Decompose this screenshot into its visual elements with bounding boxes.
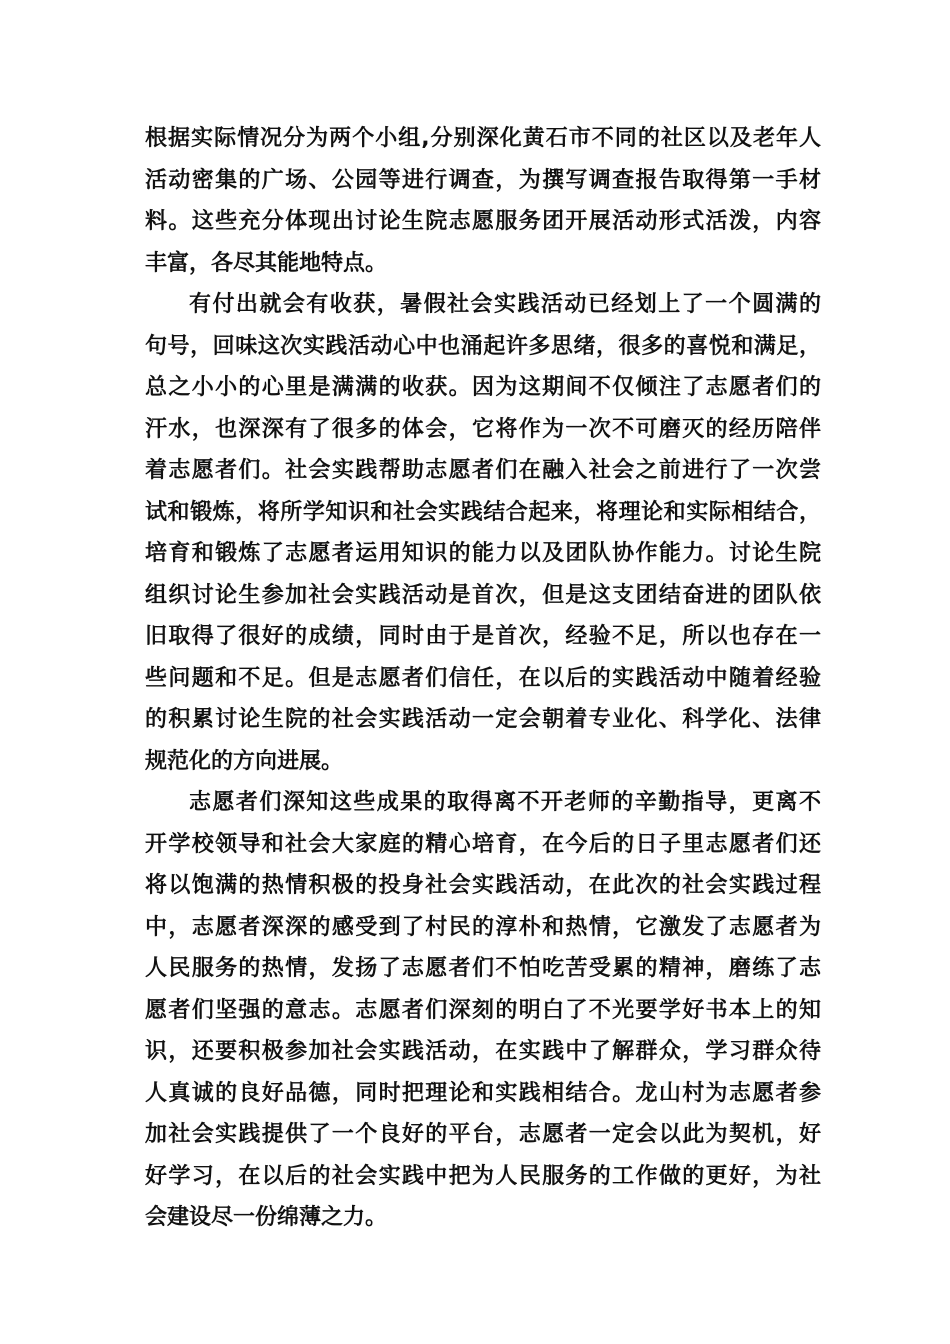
paragraph [145, 782, 821, 1239]
paragraph-line: 的积累讨论生院的社会实践活动一定会朝着专业化、科学化、法律 [145, 707, 821, 732]
paragraph-line: 好学习，在以后的社会实践中把为人民服务的工作做的更好，为社 [145, 1163, 821, 1189]
paragraph-line: 规范化的方向进展。 [145, 748, 344, 774]
paragraph-line: 汗水，也深深有了很多的体会，它将作为一次不可磨灭的经历陪伴 [145, 416, 821, 442]
document-body [145, 118, 821, 1239]
paragraph-line: 识，还要积极参加社会实践活动，在实践中了解群众，学习群众待 [145, 1039, 821, 1064]
paragraph-line: 些问题和不足。但是志愿者们信任，在以后的实践活动中随着经验 [145, 665, 821, 691]
paragraph-line: 料。这些充分体现出讨论生院志愿服务团开展活动形式活泼，内容 [145, 209, 821, 234]
paragraph-line: 有付出就会有收获，暑假社会实践活动已经划上了一个圆满的 [189, 292, 821, 317]
paragraph-line: 着志愿者们。社会实践帮助志愿者们在融入社会之前进行了一次尝 [145, 458, 821, 483]
paragraph-line: 愿者们坚强的意志。志愿者们深刻的明白了不光要学好书本上的知 [145, 997, 821, 1023]
paragraph-line: 开学校领导和社会大家庭的精心培育，在今后的日子里志愿者们还 [145, 831, 821, 857]
paragraph-line: 总之小小的心里是满满的收获。因为这期间不仅倾注了志愿者们的 [145, 375, 821, 400]
paragraph-line: 培育和锻炼了志愿者运用知识的能力以及团队协作能力。讨论生院 [145, 541, 821, 566]
paragraph [145, 284, 821, 782]
paragraph-line: 会建设尽一份绵薄之力。 [145, 1205, 388, 1230]
paragraph-line: 句号，回味这次实践活动心中也涌起许多思绪，很多的喜悦和满足， [145, 333, 821, 359]
paragraph [145, 118, 821, 284]
paragraph-line: 中，志愿者深深的感受到了村民的淳朴和热情，它激发了志愿者为 [145, 914, 821, 940]
paragraph-line: 组织讨论生参加社会实践活动是首次，但是这支团结奋进的团队依 [145, 582, 821, 608]
paragraph-line: 试和锻炼，将所学知识和社会实践结合起来，将理论和实际相结合， [145, 499, 821, 525]
paragraph-line: 志愿者们深知这些成果的取得离不开老师的辛勤指导，更离不 [189, 790, 821, 815]
paragraph-line: 人民服务的热情，发扬了志愿者们不怕吃苦受累的精神，磨练了志 [145, 956, 821, 981]
paragraph-line: 人真诚的良好品德，同时把理论和实践相结合。龙山村为志愿者参 [145, 1080, 821, 1106]
paragraph-line: 丰富，各尽其能地特点。 [145, 250, 388, 276]
paragraph-line: 根据实际情况分为两个小组,分别深化黄石市不同的社区以及老年人 [145, 126, 821, 151]
paragraph-line: 加社会实践提供了一个良好的平台，志愿者一定会以此为契机，好 [145, 1122, 821, 1147]
paragraph-line: 将以饱满的热情积极的投身社会实践活动，在此次的社会实践过程 [145, 873, 821, 898]
paragraph-line: 活动密集的广场、公园等进行调查，为撰写调查报告取得第一手材 [145, 167, 821, 193]
paragraph-line: 旧取得了很好的成绩，同时由于是首次，经验不足，所以也存在一 [145, 624, 821, 649]
